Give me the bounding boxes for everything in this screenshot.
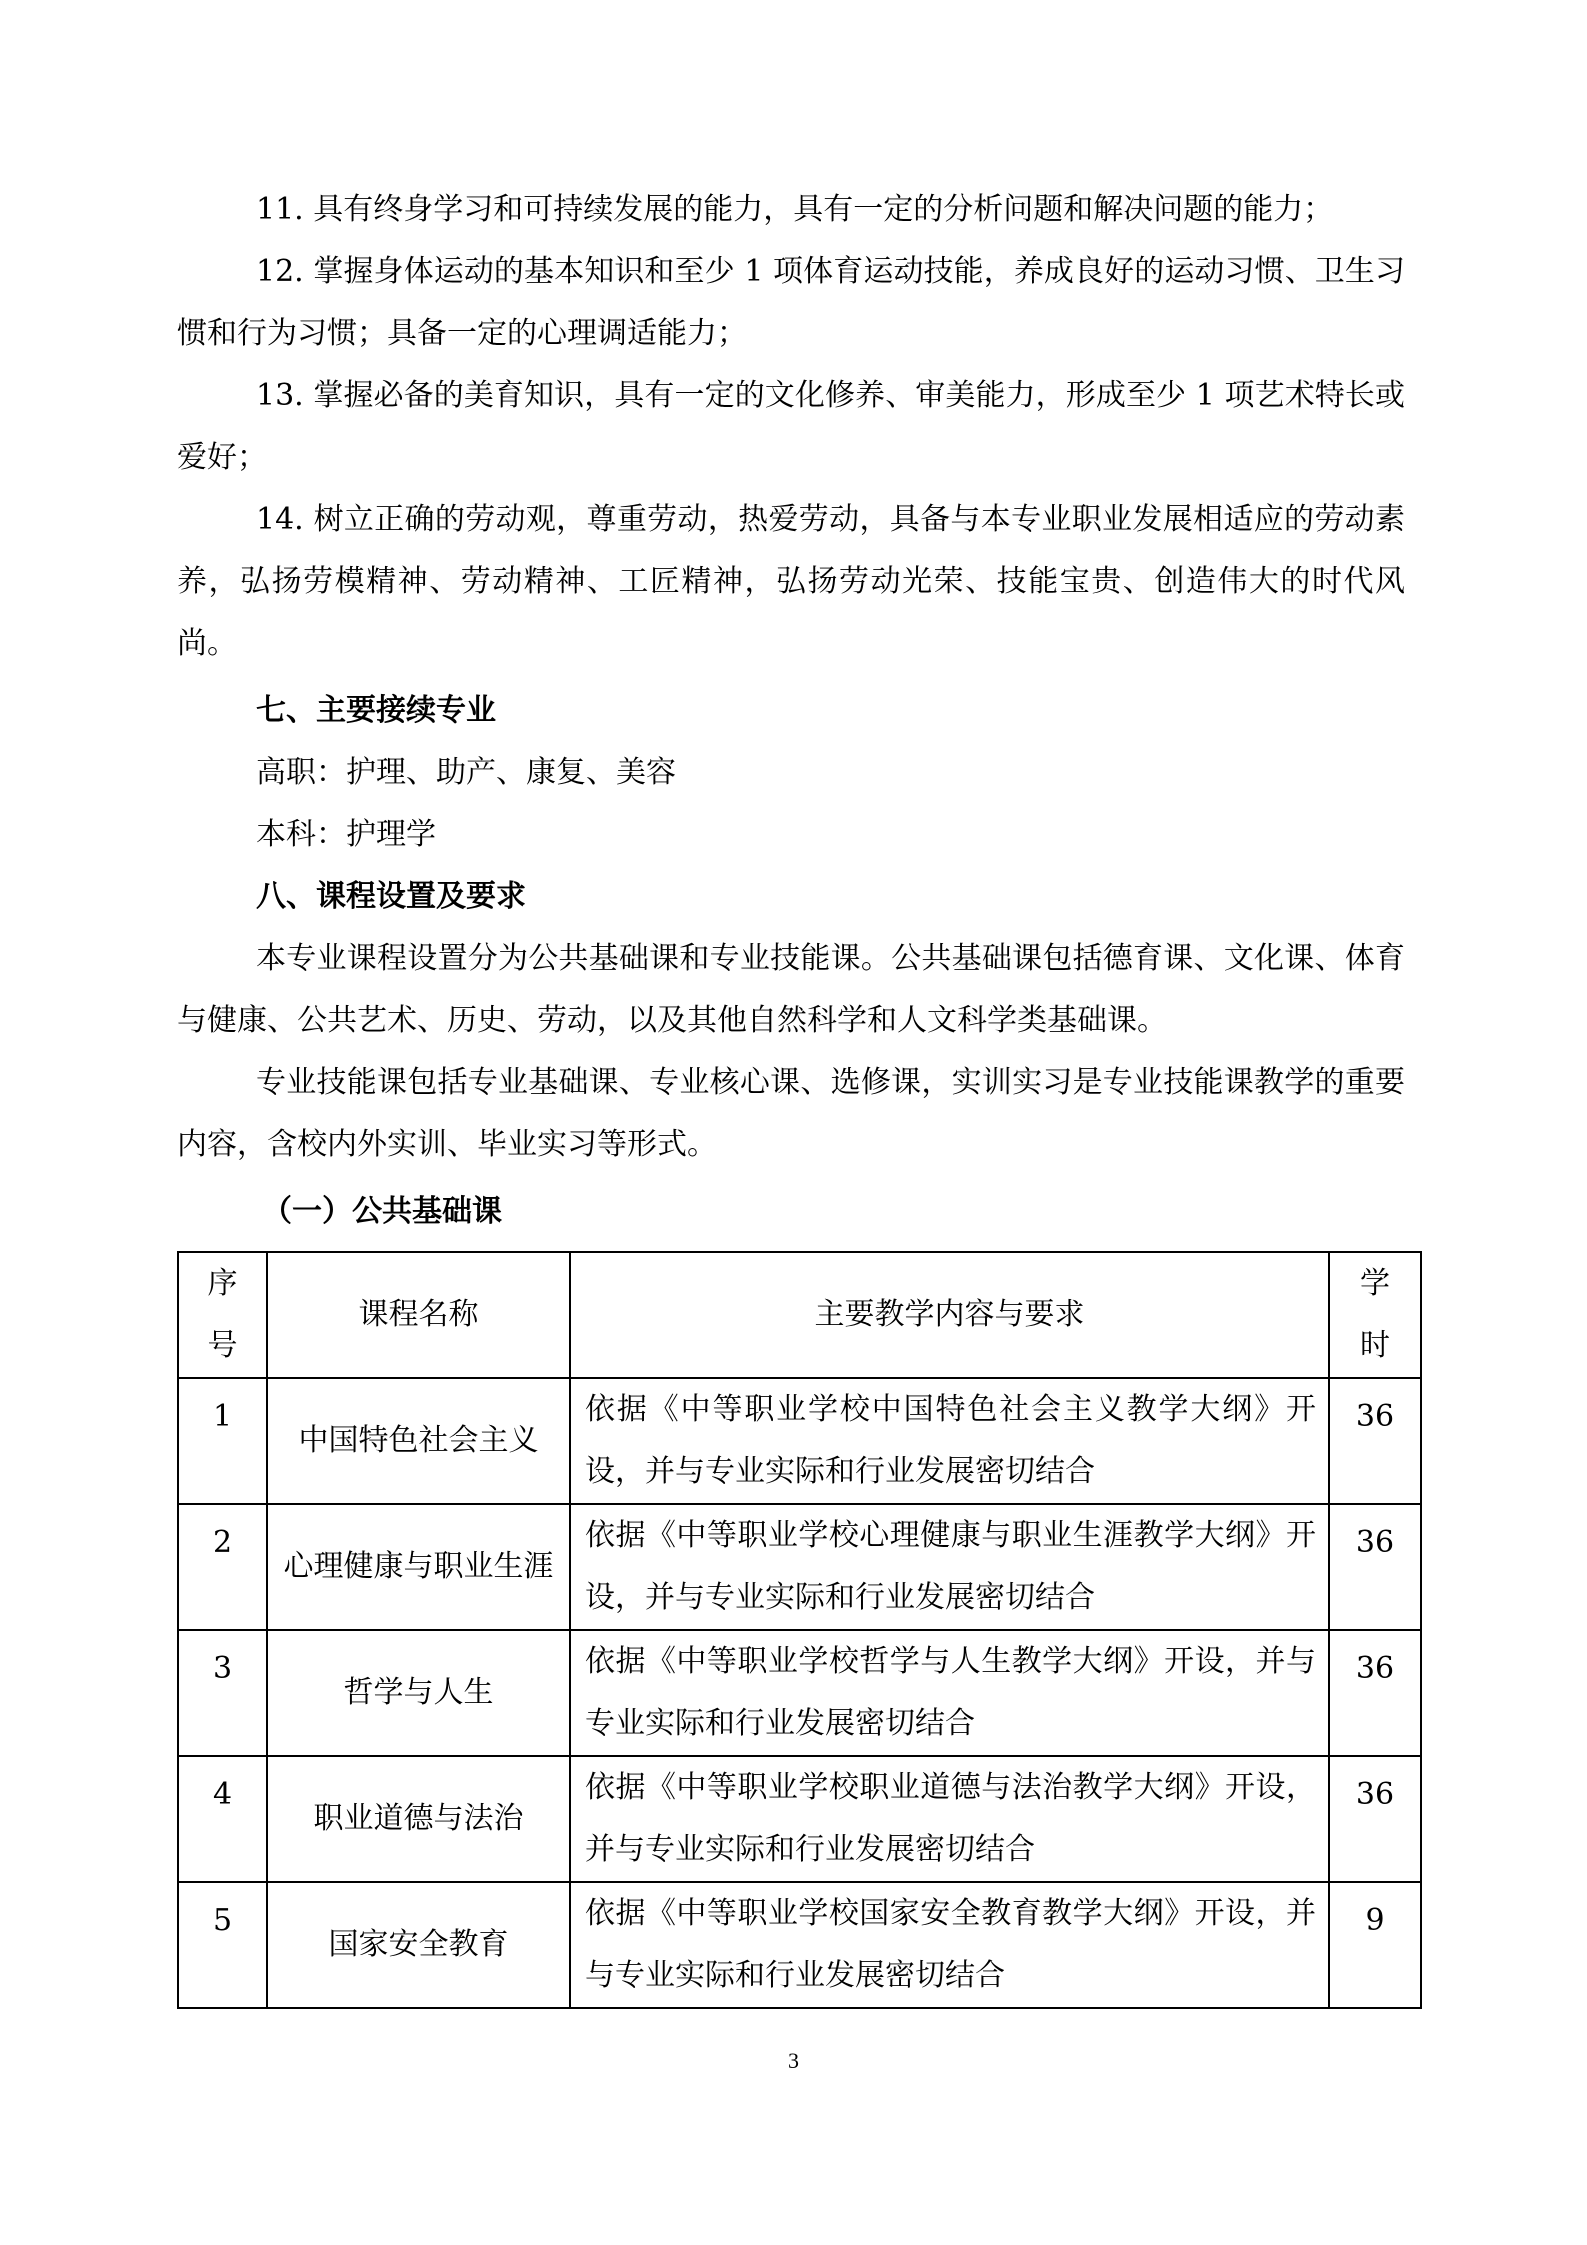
course-setup-paragraph: 本专业课程设置分为公共基础课和专业技能课。公共基础课包括德育课、文化课、体育与健康、公共艺术、历史、劳动，以及其他自然科学和人文科学类基础课。 xyxy=(177,941,1405,1038)
row-course-name: 哲学与人生 xyxy=(267,1630,570,1756)
row-hours: 9 xyxy=(1329,1882,1421,2008)
paragraph-item-14: 14. 树立正确的劳动观，尊重劳动，热爱劳动，具备与本专业职业发展相适应的劳动素养，弘扬劳模精神、劳动精神、工匠精神，弘扬劳动光荣、技能宝贵、创造伟大的时代风尚。 xyxy=(177,502,1405,661)
row-course-content: 依据《中等职业学校中国特色社会主义教学大纲》开设，并与专业实际和行业发展密切结合 xyxy=(570,1378,1329,1504)
public-basic-course-heading: （一）公共基础课 xyxy=(262,1194,502,1229)
page-number: 3 xyxy=(788,2048,799,2073)
header-hours-line2: 时 xyxy=(1360,1328,1390,1363)
header-course-content: 主要教学内容与要求 xyxy=(570,1252,1329,1378)
paragraph-item-12: 12. 掌握身体运动的基本知识和至少 1 项体育运动技能，养成良好的运动习惯、卫生习惯和行为习惯；具备一定的心理调适能力； xyxy=(177,254,1405,351)
higher-vocational-line: 高职：护理、助产、康复、美容 xyxy=(256,755,676,790)
row-seq: 4 xyxy=(178,1756,267,1882)
row-seq: 1 xyxy=(178,1378,267,1504)
row-hours: 36 xyxy=(1329,1504,1421,1630)
table-row xyxy=(178,1756,1421,1882)
row-hours: 36 xyxy=(1329,1756,1421,1882)
row-course-content: 依据《中等职业学校哲学与人生教学大纲》开设，并与专业实际和行业发展密切结合 xyxy=(570,1630,1329,1756)
table-row xyxy=(178,1630,1421,1756)
table-row xyxy=(178,1504,1421,1630)
table-row xyxy=(178,1882,1421,2008)
row-hours: 36 xyxy=(1329,1630,1421,1756)
header-seq-line1: 序 xyxy=(207,1266,238,1301)
section-heading-7: 七、主要接续专业 xyxy=(256,693,496,728)
row-course-name: 职业道德与法治 xyxy=(267,1756,570,1882)
header-hours-line1: 学 xyxy=(1360,1266,1390,1301)
skills-course-paragraph: 专业技能课包括专业基础课、专业核心课、选修课，实训实习是专业技能课教学的重要内容，含校内外实训、毕业实习等形式。 xyxy=(177,1065,1405,1162)
section-heading-8: 八、课程设置及要求 xyxy=(256,879,526,914)
table-row xyxy=(178,1378,1421,1504)
row-course-content: 依据《中等职业学校职业道德与法治教学大纲》开设，并与专业实际和行业发展密切结合 xyxy=(570,1756,1329,1882)
row-course-content: 依据《中等职业学校国家安全教育教学大纲》开设，并与专业实际和行业发展密切结合 xyxy=(570,1882,1329,2008)
header-course-name: 课程名称 xyxy=(267,1252,570,1378)
header-seq-line2: 号 xyxy=(207,1328,238,1363)
header-hours xyxy=(1329,1252,1421,1378)
header-seq xyxy=(178,1252,267,1378)
row-seq: 2 xyxy=(178,1504,267,1630)
row-hours: 36 xyxy=(1329,1378,1421,1504)
row-seq: 5 xyxy=(178,1882,267,2008)
row-course-name: 中国特色社会主义 xyxy=(267,1378,570,1504)
table-header-row xyxy=(178,1252,1421,1378)
row-course-name: 国家安全教育 xyxy=(267,1882,570,2008)
paragraph-item-13: 13. 掌握必备的美育知识，具有一定的文化修养、审美能力，形成至少 1 项艺术特长或爱好； xyxy=(177,378,1405,475)
paragraph-item-11: 11. 具有终身学习和可持续发展的能力，具有一定的分析问题和解决问题的能力； xyxy=(256,192,1334,227)
row-course-name: 心理健康与职业生涯 xyxy=(267,1504,570,1630)
public-course-table xyxy=(177,1251,1422,2009)
row-seq: 3 xyxy=(178,1630,267,1756)
row-course-content: 依据《中等职业学校心理健康与职业生涯教学大纲》开设，并与专业实际和行业发展密切结合 xyxy=(570,1504,1329,1630)
undergraduate-line: 本科：护理学 xyxy=(256,817,436,852)
